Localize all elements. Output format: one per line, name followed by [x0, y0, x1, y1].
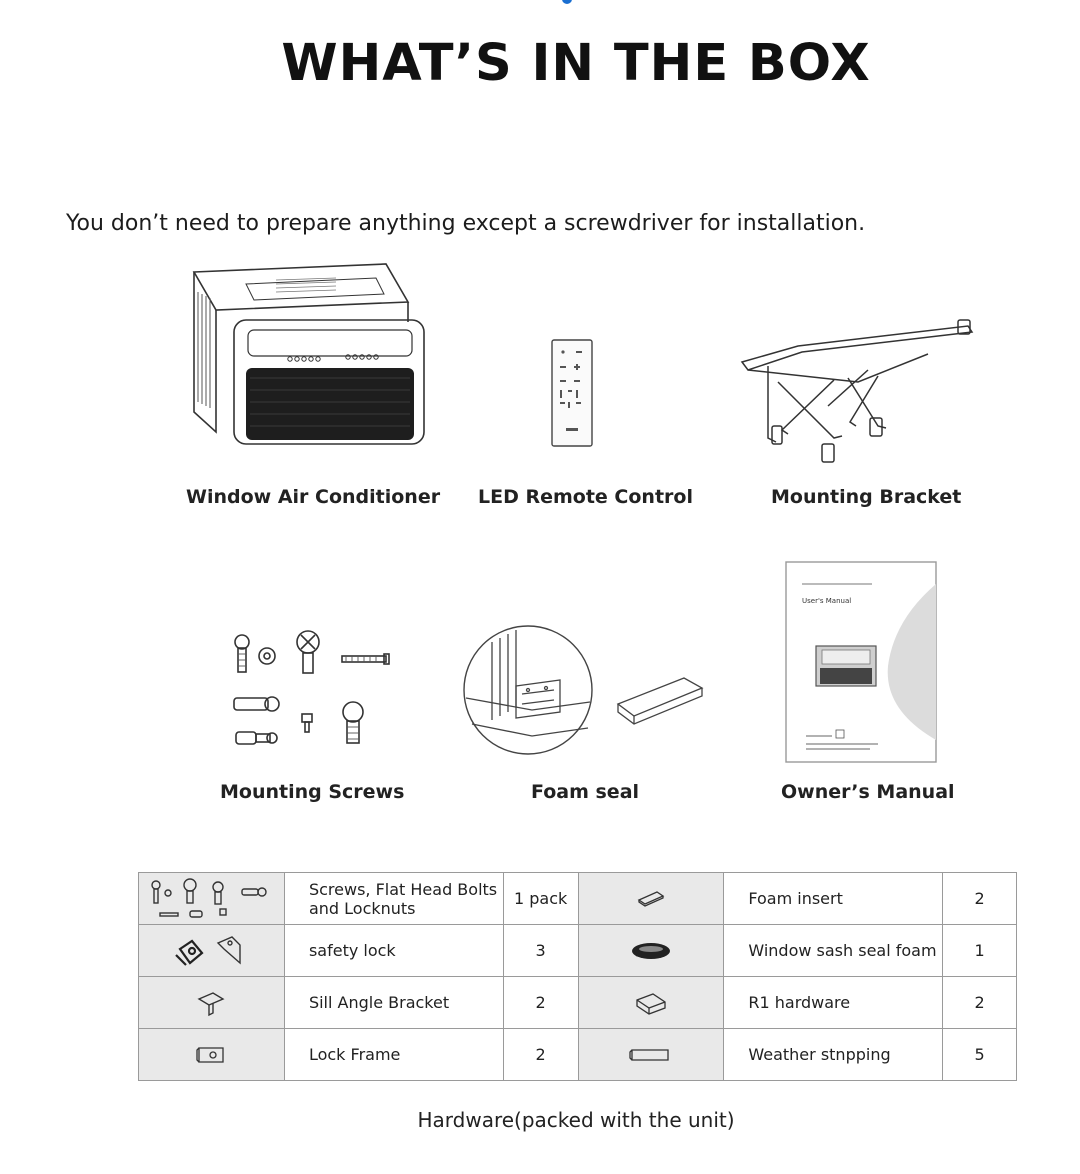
intro-text: You don’t need to prepare anything except a screwdriver for installation.: [66, 211, 866, 236]
hardware-name: Lock Frame: [284, 1029, 503, 1081]
air-conditioner-illustration: [186, 262, 428, 448]
screws-bolts-icon: [139, 873, 285, 925]
hardware-qty: 2: [943, 977, 1017, 1029]
hardware-name: Foam insert: [724, 873, 943, 925]
sash-seal-foam-icon: [578, 925, 724, 977]
item-label-led-remote-control: LED Remote Control: [478, 486, 693, 508]
item-label-foam-seal: Foam seal: [531, 781, 640, 803]
hardware-qty: 3: [503, 925, 578, 977]
manual-illustration: [784, 560, 940, 766]
mounting-bracket-illustration: [738, 318, 978, 468]
foam-insert-icon: [578, 873, 724, 925]
item-label-owners-manual: Owner’s Manual: [781, 781, 955, 803]
sill-angle-bracket-icon: [139, 977, 285, 1029]
safety-lock-icon: [139, 925, 285, 977]
hardware-qty: 1 pack: [503, 873, 578, 925]
remote-control-illustration: [550, 338, 594, 448]
manual-cover-heading: User's Manual: [802, 597, 852, 605]
hardware-qty: 1: [943, 925, 1017, 977]
r1-hardware-icon: [578, 977, 724, 1029]
hardware-table: [138, 872, 1017, 1081]
hardware-name: safety lock: [284, 925, 503, 977]
hardware-qty: 5: [943, 1029, 1017, 1081]
hardware-caption: Hardware(packed with the unit): [417, 1108, 735, 1132]
item-label-mounting-screws: Mounting Screws: [220, 781, 405, 803]
hardware-name: Window sash seal foam: [724, 925, 943, 977]
hardware-name: Sill Angle Bracket: [284, 977, 503, 1029]
weather-stripping-icon: [578, 1029, 724, 1081]
hardware-name: R1 hardware: [724, 977, 943, 1029]
item-label-mounting-bracket: Mounting Bracket: [771, 486, 962, 508]
table-row: [139, 977, 1017, 1029]
hardware-name: Screws, Flat Head Bolts and Locknuts: [284, 873, 503, 925]
table-row: [139, 925, 1017, 977]
screws-illustration: [226, 628, 396, 758]
hardware-qty: 2: [503, 977, 578, 1029]
item-label-window-air-conditioner: Window Air Conditioner: [186, 486, 441, 508]
foam-seal-illustration: [462, 624, 710, 760]
blue-dot-indicator: [562, 0, 572, 4]
hardware-name: Weather stnpping: [724, 1029, 943, 1081]
page-title: WHAT’S IN THE BOX: [281, 34, 871, 93]
hardware-qty: 2: [943, 873, 1017, 925]
lock-frame-icon: [139, 1029, 285, 1081]
table-row: [139, 873, 1017, 925]
hardware-qty: 2: [503, 1029, 578, 1081]
table-row: [139, 1029, 1017, 1081]
